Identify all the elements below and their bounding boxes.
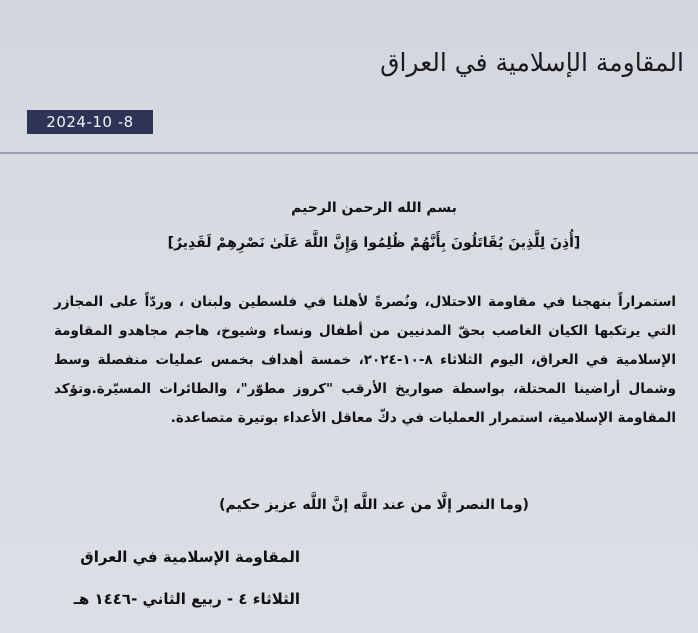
- opening-verse: [أُذِنَ لِلَّذِينَ يُقَاتَلُونَ بِأَنَّهُمْ ظُلِمُوا وَإِنَّ اللَّهَ عَلَىٰ نَصْرِهِمْ لَقَدِيرٌ]: [167, 235, 581, 251]
- header-divider: [0, 152, 698, 154]
- header: [0, 0, 698, 150]
- statement-text: استمراراً بنهجنا في مقاومة الاحتلال، ونُصرةً لأهلنا في فلسطين ولبنان ، وردّاً على المجازر التي يرتكبها الكيان الغاصب بحقّ المدنيين من أطفال ونساء وشيوخ، هاجم مجاهدو المقاومة الإسلامية في العراق، اليوم الثلاثاء ٨-١٠-٢٠٢٤، خمسة أهداف بخمس عمليات منفصلة وسط وشمال أراضينا المحتلة، بواسطة صواريخ الأرقب "كروز مطوّر"، والطائرات المسيّرة.وتؤكد المقاومة الإسلامية، استمرار العمليات في دكّ معاقل الأعداء بوتيرة متصاعدة.: [54, 294, 676, 426]
- basmala: بسم الله الرحمن الرحيم: [291, 200, 457, 216]
- closing-verse: (وما النصر إلَّا من عند اللَّه إنَّ اللَّه عزيز حكيم): [219, 497, 529, 513]
- signature: المقاومة الإسلامية في العراق: [80, 548, 300, 566]
- date-badge: 2024-10 -8: [27, 110, 153, 134]
- hijri-date: الثلاثاء ٤ - ربيع الثاني -١٤٤٦ هـ: [73, 590, 300, 608]
- org-logo-text: المقاومة الإسلامية في العراق: [380, 48, 684, 77]
